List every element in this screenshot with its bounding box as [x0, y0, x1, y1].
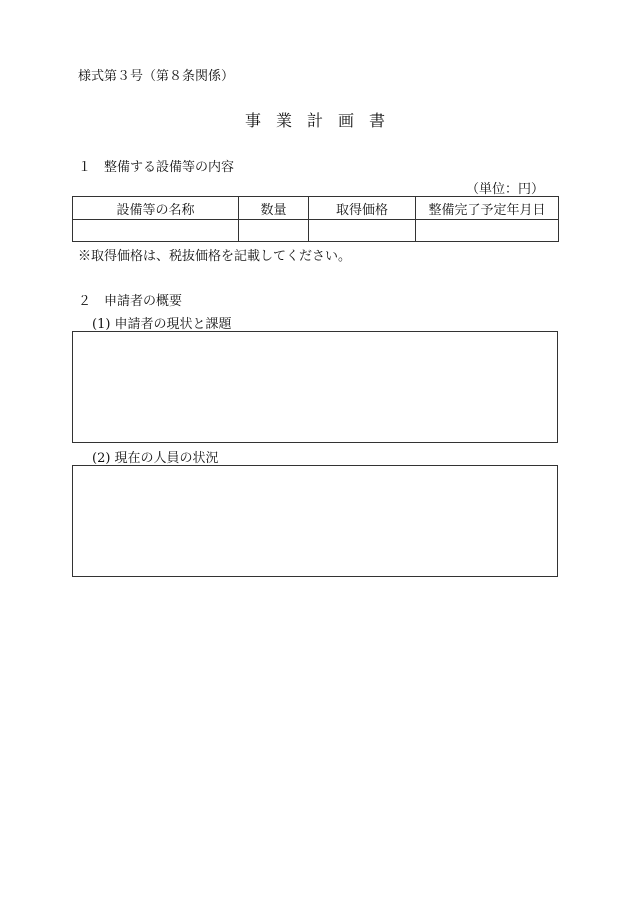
document-title: 事業計画書	[244, 111, 400, 130]
col-header-equipment-name: 設備等の名称	[73, 197, 239, 220]
form-number: 様式第３号（第８条関係）	[78, 69, 235, 84]
section2-heading: ２ 申請者の概要	[78, 294, 183, 309]
table-header-row	[73, 197, 559, 220]
table-row	[73, 220, 559, 242]
subsection2-heading: (2) 現在の人員の状況	[92, 451, 219, 466]
col-header-acquisition-price: 取得価格	[309, 197, 416, 220]
current-status-box[interactable]	[72, 331, 558, 443]
col-header-quantity: 数量	[239, 197, 309, 220]
equipment-table	[72, 196, 559, 242]
subsection1-heading: (1) 申請者の現状と課題	[92, 317, 232, 332]
cell-equipment-name[interactable]	[73, 220, 239, 242]
section1-heading: １ 整備する設備等の内容	[78, 160, 235, 175]
price-note: ※取得価格は、税抜価格を記載してください。	[78, 249, 352, 264]
unit-note: （単位：円）	[465, 182, 544, 197]
cell-acquisition-price[interactable]	[309, 220, 416, 242]
col-header-completion-date: 整備完了予定年月日	[416, 197, 559, 220]
cell-quantity[interactable]	[239, 220, 309, 242]
cell-completion-date[interactable]	[416, 220, 559, 242]
staff-status-box[interactable]	[72, 465, 558, 577]
